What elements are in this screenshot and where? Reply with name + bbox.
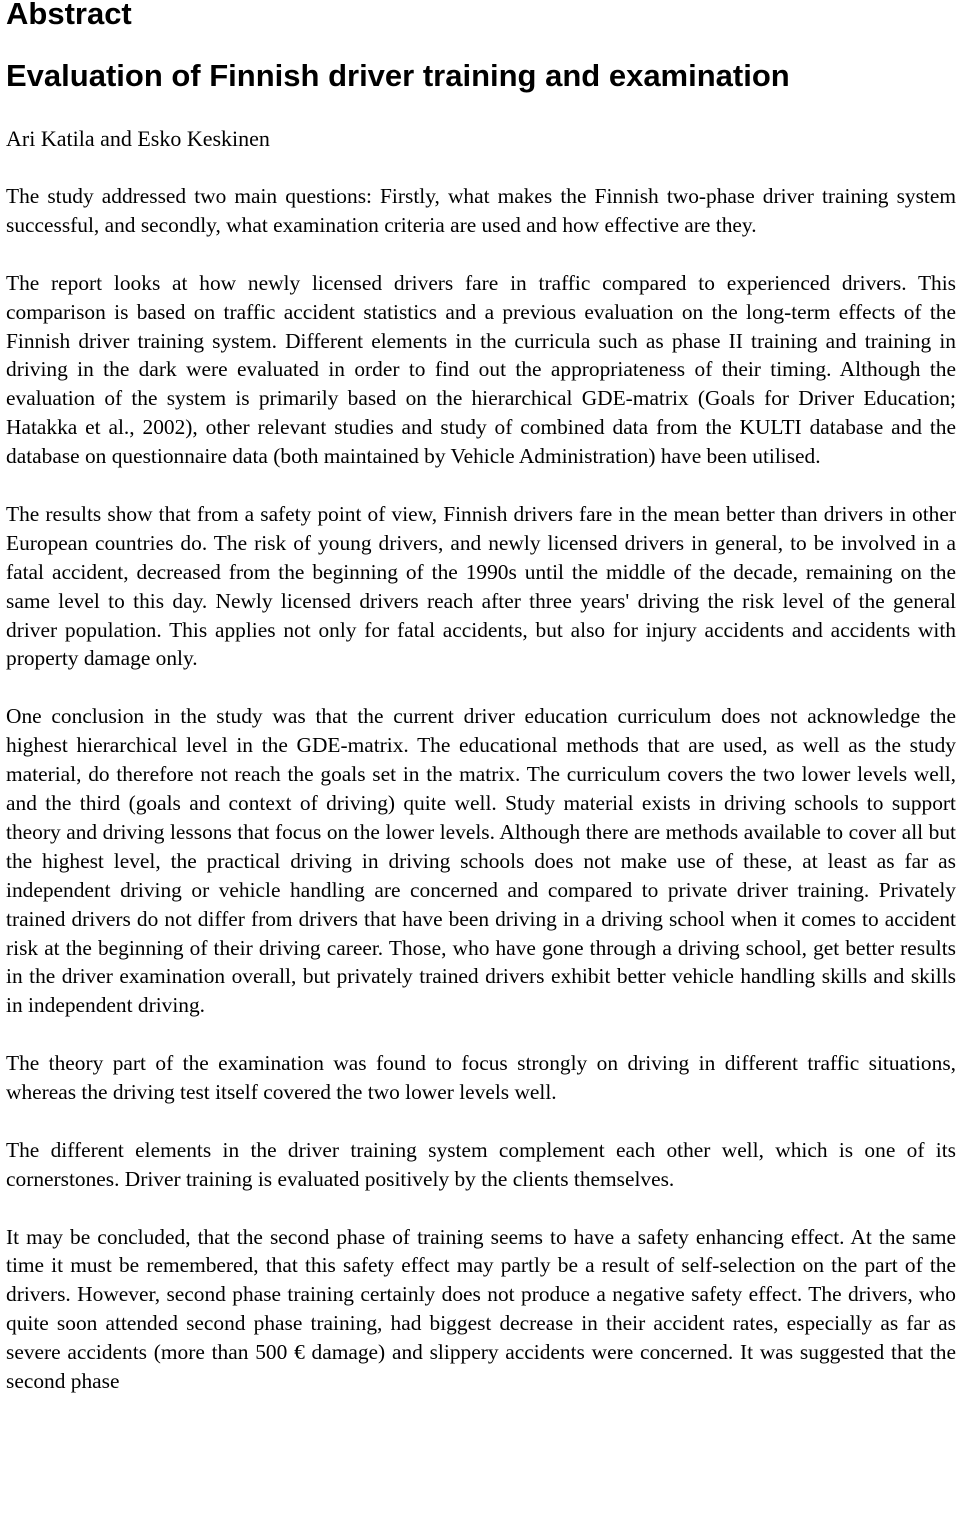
authors-line: Ari Katila and Esko Keskinen bbox=[6, 126, 270, 151]
document-title: Evaluation of Finnish driver training and examination bbox=[6, 58, 790, 93]
abstract-body bbox=[6, 182, 956, 1425]
paragraph-results: The results show that from a safety point of view, Finnish drivers fare in the mean better than drivers in other European countries do. The risk of young drivers, and newly licensed drivers in general, to be involved in a fatal accident, decreased from the beginning of the 1990s until the middle of the decade, remaining on the same level to this day. Newly licensed drivers reach after three years' driving the risk level of the general driver population. This applies not only for fatal accidents, but also for injury accidents and accidents with property damage only. bbox=[6, 501, 956, 671]
paragraph-conclusion: One conclusion in the study was that the current driver education curriculum does not acknowledge the highest hierarchical level in the GDE-matrix. The educational methods that are used, as well as the study material, do therefore not reach the goals set in the matrix. The curriculum covers the two lower levels well, and the third (goals and context of driving) quite well. Study material exists in driving schools to support theory and driving lessons that focus on the lower levels. Although there are methods available to cover all but the highest level, the practical driving in driving schools does not make use of these, at least as far as independent driving or vehicle handling are concerned and compared to private driver training. Privately trained drivers do not differ from drivers that have been driving in a driving school when it comes to accident risk at the beginning of their driving career. Those, who have gone through a driving school, get better results in the driver examination overall, but privately trained drivers exhibit better vehicle handling skills and skills in independent driving. bbox=[6, 704, 956, 1018]
paragraph-study-questions: The study addressed two main questions: Firstly, what makes the Finnish two-phase driver training system successful, and secondly, what examination criteria are used and how effective are they. bbox=[6, 184, 956, 237]
paragraph-second-phase: It may be concluded, that the second phase of training seems to have a safety enhancing effect. At the same time it must be remembered, that this safety effect may partly be a result of self-selection on the part of the drivers. However, second phase training certainly does not produce a negative safety effect. The drivers, who quite soon attended second phase training, had biggest decrease in their accident rates, especially as far as severe accidents (more than 500 € damage) and slippery accidents were concerned. It was suggested that the second phase bbox=[6, 1224, 956, 1394]
section-heading: Abstract bbox=[6, 0, 132, 31]
paragraph-system-elements: The different elements in the driver training system complement each other well, which is one of its cornerstones. Driver training is evaluated positively by the clients themselves. bbox=[6, 1137, 956, 1191]
paragraph-report-scope: The report looks at how newly licensed drivers fare in traffic compared to experienced drivers. This comparison is based on traffic accident statistics and a previous evaluation on the long-term effects of the Finnish driver training system. Different elements in the curricula such as phase II training and training in driving in the dark were evaluated in order to find out the appropriateness of their timing. Although the evaluation of the system is primarily based on the hierarchical GDE-matrix (Goals for Driver Education; Hatakka et al., 2002), other relevant studies and study of combined data from the KULTI database and the database on questionnaire data (both maintained by Vehicle Administration) have been utilised. bbox=[6, 270, 956, 469]
paragraph-theory-examination: The theory part of the examination was found to focus strongly on driving in different traffic situations, whereas the driving test itself covered the two lower levels well. bbox=[6, 1051, 956, 1105]
